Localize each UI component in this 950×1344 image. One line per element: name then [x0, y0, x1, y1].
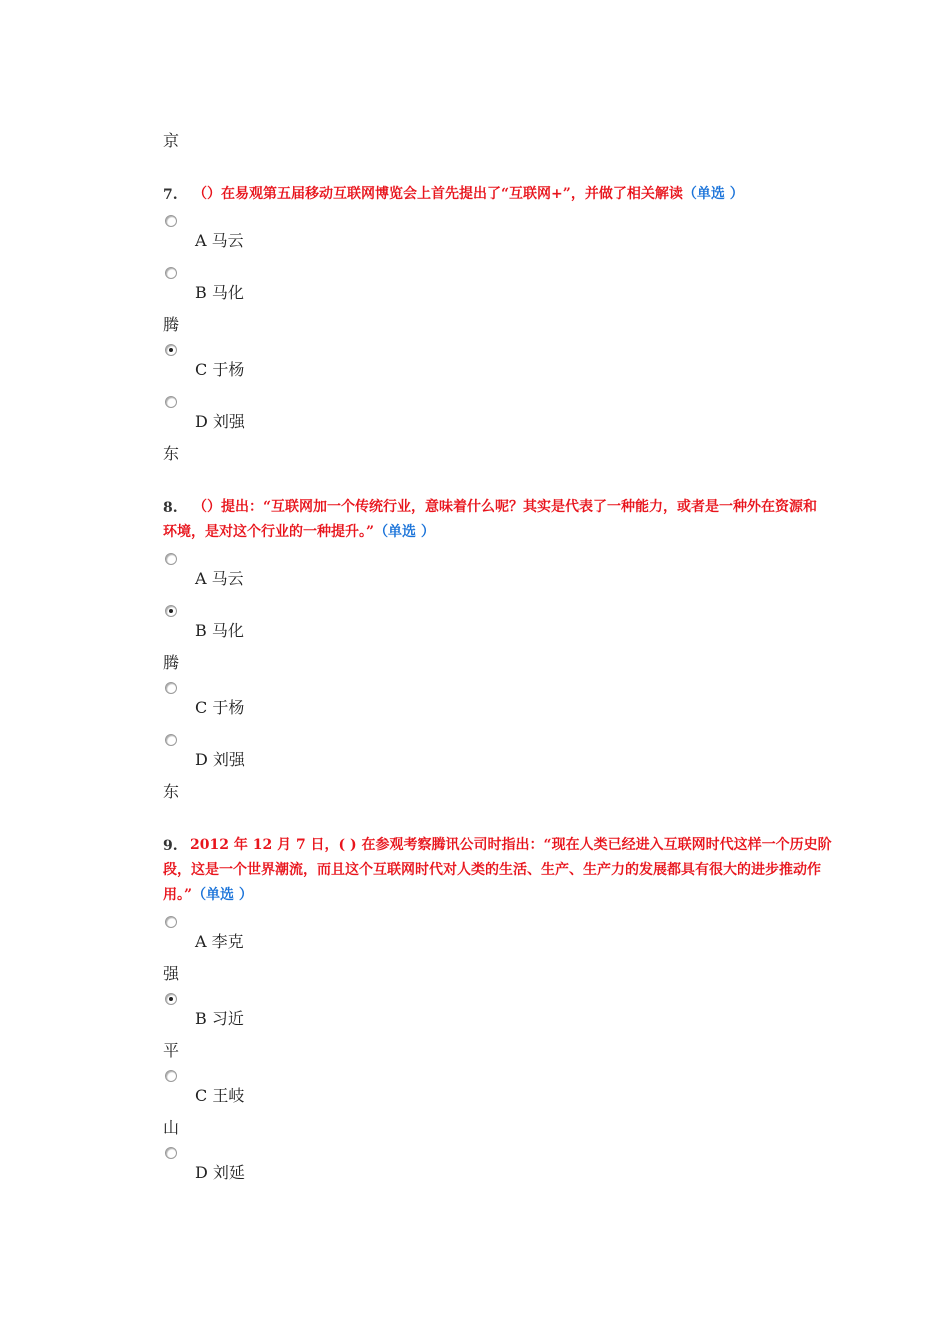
option-c-label: C 于杨 [195, 698, 245, 717]
previous-option-wrap: 京 [163, 131, 180, 150]
question-text-line-1: 2012 年 12 月 7 日，( ) 在参观考察腾讯公司时指出：“现在人类已经进入互联网时代这样一个历史阶 [190, 837, 832, 853]
option-a-wrap: 强 [163, 964, 180, 983]
option-d-label: D 刘强 [195, 750, 245, 769]
option-c-radio[interactable] [165, 682, 177, 694]
option-d-wrap: 东 [163, 782, 180, 801]
question-text-line-3: 用。”（单选 ） [163, 887, 253, 903]
question-type: （单选 ） [192, 887, 253, 903]
option-c-radio[interactable] [165, 344, 177, 356]
question-type: （单选 ） [374, 524, 435, 540]
option-d-label: D 刘延 [195, 1163, 245, 1182]
option-b-label: B 习近 [195, 1009, 244, 1028]
question-type: （单选 ） [682, 186, 744, 202]
question-number: 9. [163, 838, 178, 854]
option-d-wrap: 东 [163, 444, 180, 463]
question-text: （）在易观第五届移动互联网博览会上首先提出了“互联网+”，并做了相关解读（单选 ） [193, 186, 744, 202]
option-a-radio[interactable] [165, 215, 177, 227]
option-d-label: D 刘强 [195, 412, 245, 431]
option-a-label: A 马云 [195, 231, 244, 250]
question-number: 7. [163, 187, 178, 203]
option-b-label: B 马化 [195, 283, 244, 302]
question-text-line-1: （）提出：“互联网加一个传统行业，意味着什么呢？其实是代表了一种能力，或者是一种外在资源和 [193, 499, 818, 515]
option-c-wrap: 山 [163, 1118, 180, 1137]
option-b-wrap: 腾 [163, 315, 180, 334]
option-c-label: C 王岐 [195, 1086, 245, 1105]
question-text-line-2: 段，这是一个世界潮流，而且这个互联网时代对人类的生活、生产、生产力的发展都具有很大的进步推动作 [163, 862, 821, 878]
option-b-radio[interactable] [165, 993, 177, 1005]
option-b-radio[interactable] [165, 267, 177, 279]
option-a-label: A 马云 [195, 569, 244, 588]
option-d-radio[interactable] [165, 396, 177, 408]
option-b-wrap: 平 [163, 1041, 180, 1060]
question-number: 8. [163, 500, 178, 516]
option-b-label: B 马化 [195, 621, 244, 640]
question-text-line-2: 环境，是对这个行业的一种提升。”（单选 ） [163, 524, 435, 540]
option-d-radio[interactable] [165, 1147, 177, 1159]
option-a-radio[interactable] [165, 553, 177, 565]
option-a-label: A 李克 [195, 932, 244, 951]
option-b-wrap: 腾 [163, 653, 180, 672]
option-d-radio[interactable] [165, 734, 177, 746]
option-a-radio[interactable] [165, 916, 177, 928]
option-b-radio[interactable] [165, 605, 177, 617]
option-c-label: C 于杨 [195, 360, 245, 379]
option-c-radio[interactable] [165, 1070, 177, 1082]
